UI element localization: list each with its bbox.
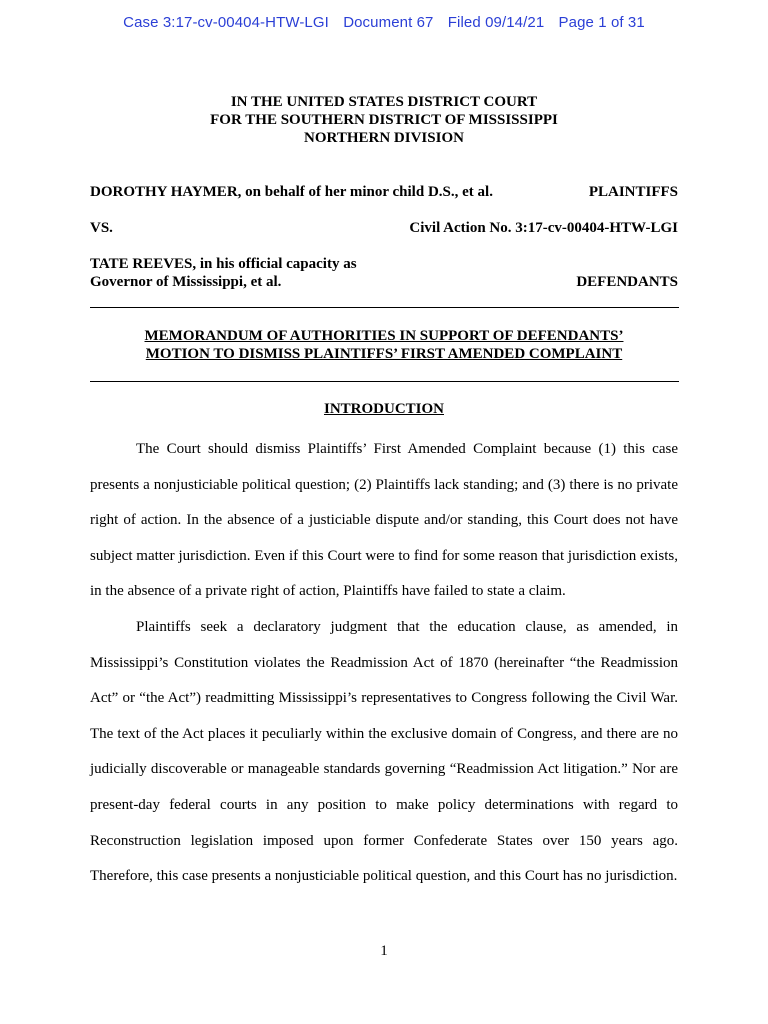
court-line-1: IN THE UNITED STATES DISTRICT COURT [230, 94, 538, 110]
memo-title-line-2: MOTION TO DISMISS PLAINTIFFS’ FIRST AMENDED COMPLAINT [145, 346, 623, 362]
page-number: 1 [380, 943, 388, 959]
defendant-name [90, 255, 357, 291]
court-line-2: FOR THE SOUTHERN DISTRICT OF MISSISSIPPI [210, 112, 558, 128]
section-heading: INTRODUCTION [323, 401, 444, 417]
defendant-role: DEFENDANTS [576, 274, 678, 290]
caption-divider-top [90, 307, 679, 308]
page-count: Page 1 of 31 [558, 14, 645, 31]
court-filing-header [0, 14, 768, 31]
memo-title-line-1: MEMORANDUM OF AUTHORITIES IN SUPPORT OF DEFENDANTS’ [144, 328, 624, 344]
filed-date: Filed 09/14/21 [447, 14, 545, 31]
plaintiff-name: DOROTHY HAYMER, on behalf of her minor child D.S., et al. [90, 184, 493, 200]
body-paragraph: The Court should dismiss Plaintiffs’ First Amended Complaint because (1) this case presents a nonjusticiable political question; (2) Plaintiffs lack standing; and (3) there is no private right of action. In the absence of a justiciable dispute and/or standing, this Court does not have subject matter jurisdiction. Even if this Court were to find for some reason that jurisdiction exists, in the absence of a private right of action, Plaintiffs have failed to state a claim. [90, 441, 678, 600]
versus-label: VS. [90, 220, 113, 236]
court-name-block [0, 93, 768, 147]
memorandum-title [0, 327, 768, 363]
document-body [90, 432, 678, 895]
case-number: Case 3:17-cv-00404-HTW-LGI [123, 14, 329, 31]
defendant-line-2: Governor of Mississippi, et al. [90, 274, 282, 290]
document-number: Document 67 [343, 14, 434, 31]
defendant-row [90, 255, 678, 291]
body-paragraph: Plaintiffs seek a declaratory judgment that the education clause, as amended, in Mississippi’s Constitution violates the Readmission Act of 1870 (hereinafter “the Readmission Act” or “the Act”) readmitting Mississippi’s representatives to Congress following the Civil War. The text of the Act places it peculiarly within the exclusive domain of Congress, and there are no judicially discoverable or manageable standards governing “Readmission Act litigation.” Nor are present-day federal courts in any position to make policy determinations with regard to Reconstruction legislation imposed upon former Confederate States over 150 years ago. Therefore, this case presents a nonjusticiable political question, and this Court has no jurisdiction. [90, 618, 678, 885]
court-line-3: NORTHERN DIVISION [304, 130, 464, 146]
civil-action-number: Civil Action No. 3:17-cv-00404-HTW-LGI [409, 220, 678, 236]
plaintiff-role: PLAINTIFFS [588, 184, 678, 200]
defendant-line-1: TATE REEVES, in his official capacity as [90, 256, 357, 272]
caption-divider-bottom [90, 381, 679, 382]
